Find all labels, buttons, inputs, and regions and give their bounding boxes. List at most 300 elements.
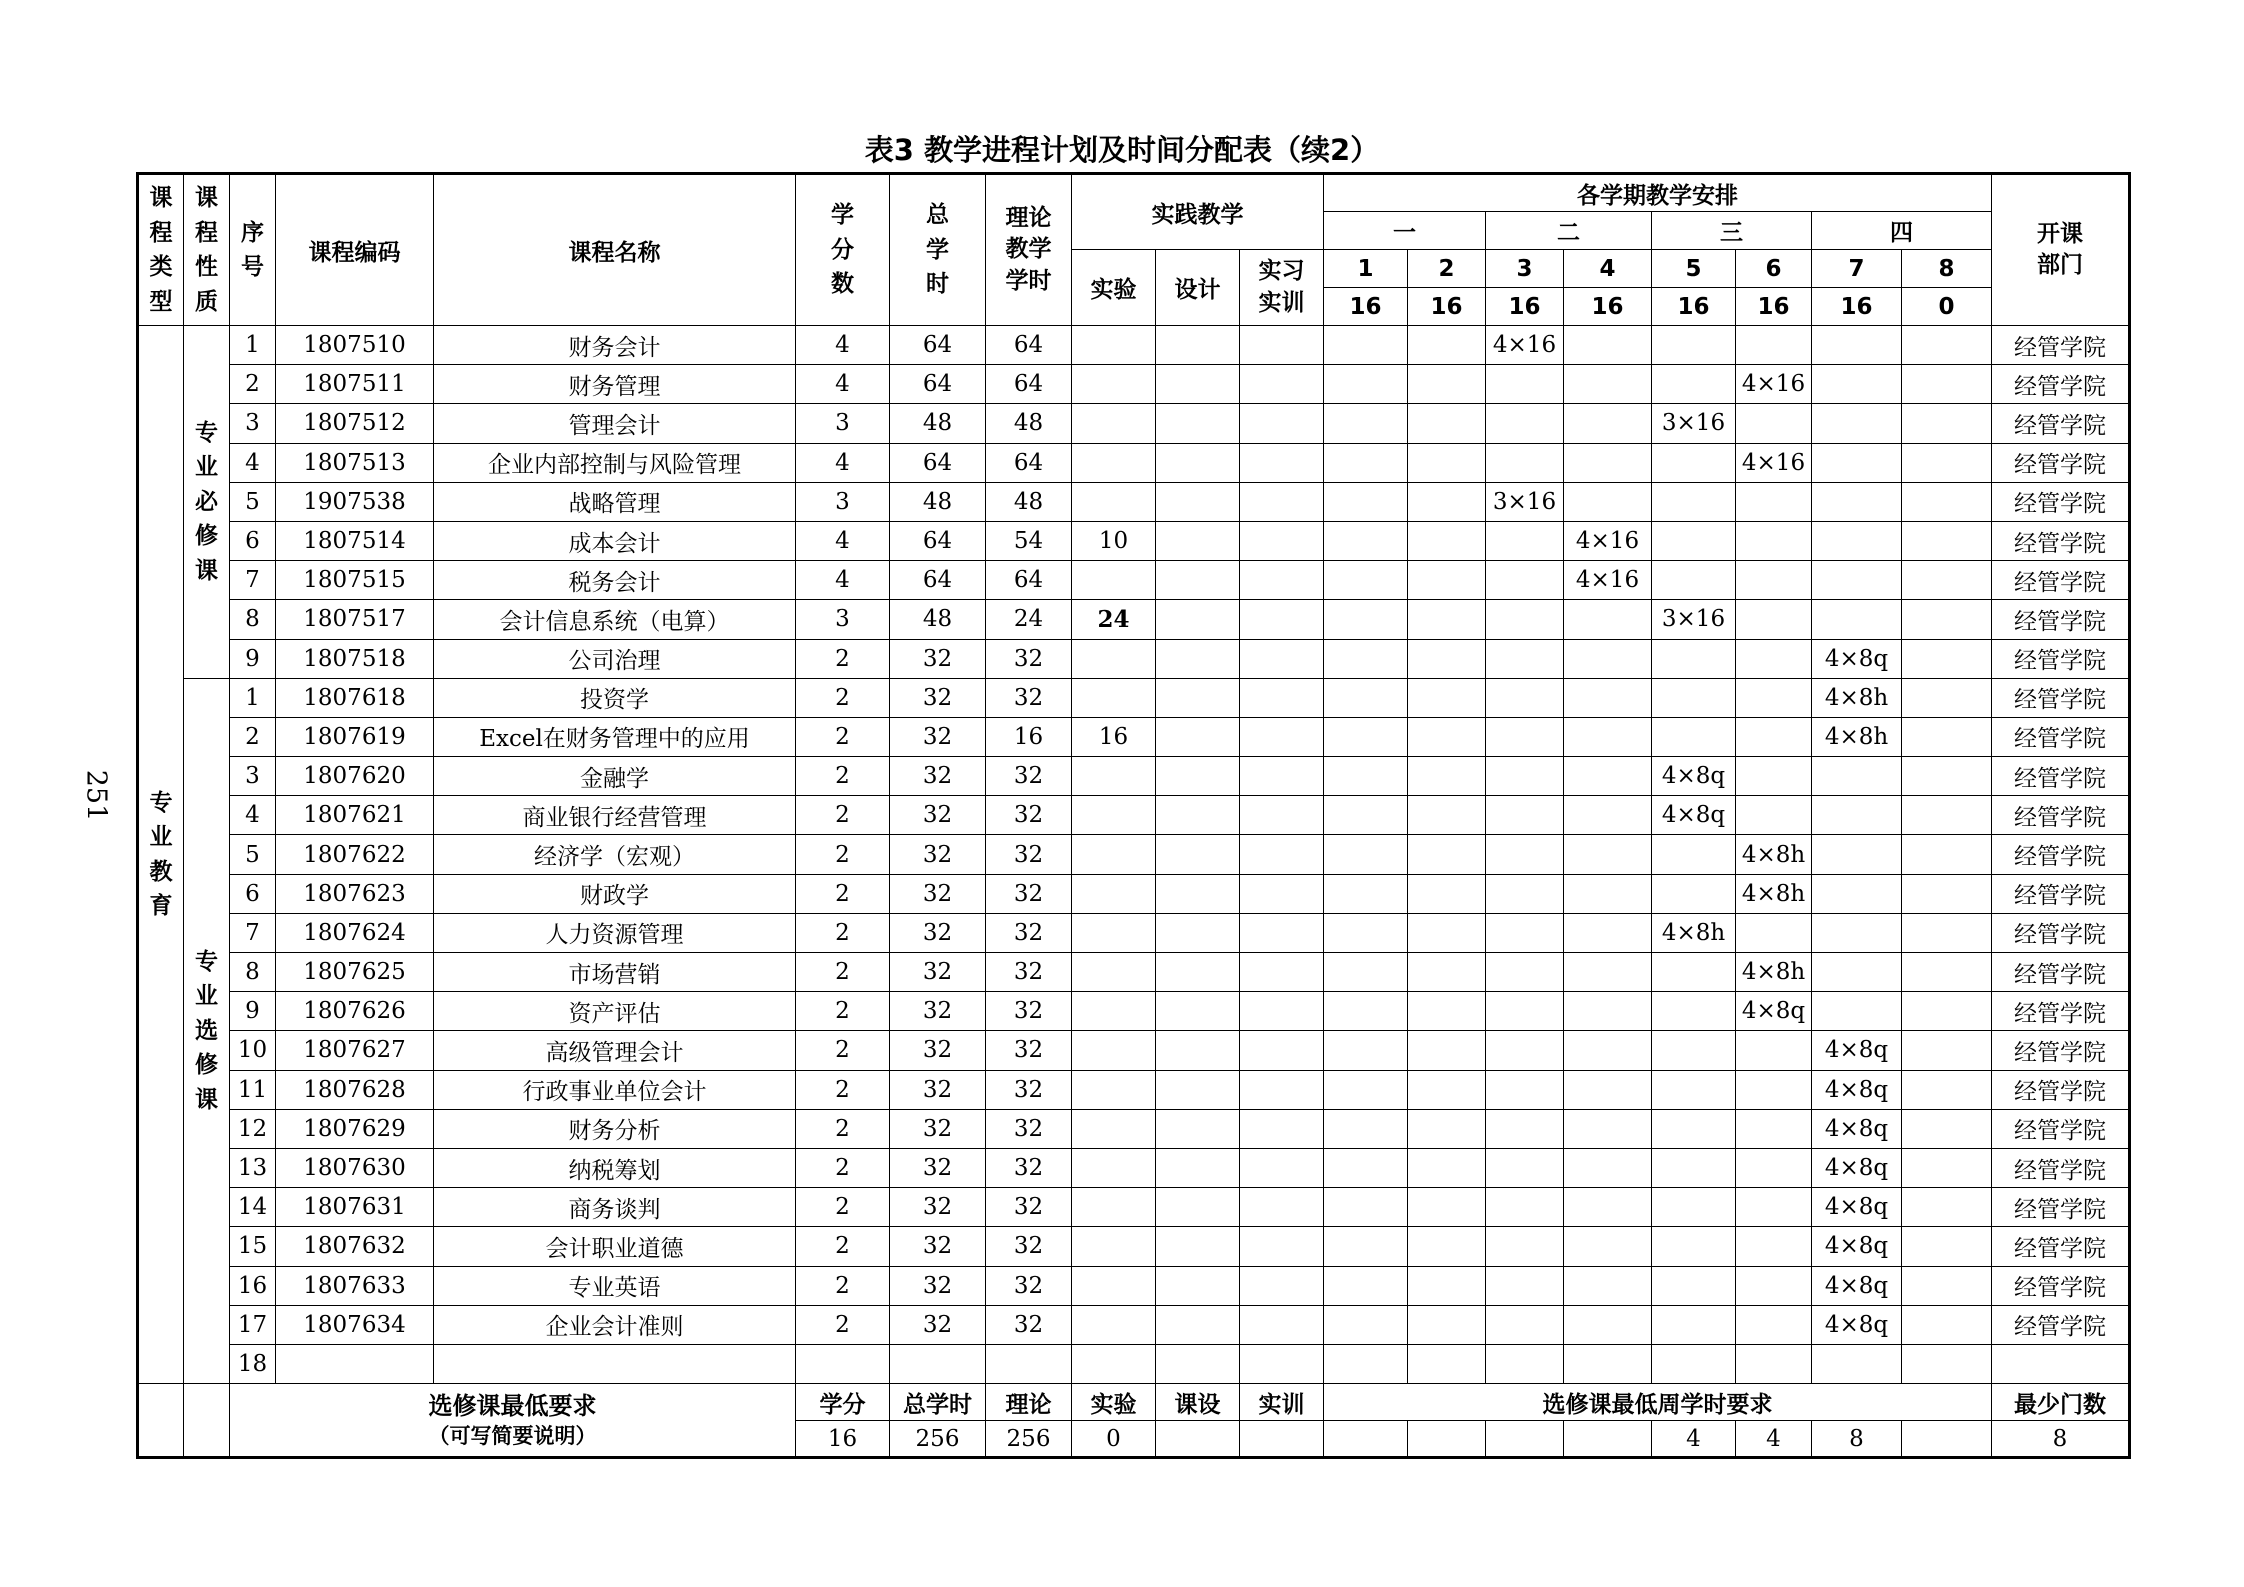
row-total-hours: 32	[890, 1188, 986, 1227]
row-semester-7: 4×8q	[1812, 1070, 1902, 1109]
row-semester-4	[1564, 1031, 1652, 1070]
row-internship	[1240, 992, 1324, 1031]
row-total-hours: 32	[890, 1031, 986, 1070]
row-semester-1	[1324, 953, 1408, 992]
row-code: 1807619	[276, 717, 434, 756]
row-semester-3	[1486, 796, 1564, 835]
row-semester-8	[1902, 796, 1992, 835]
row-seq: 7	[230, 561, 276, 600]
footer-label-credits: 学分	[796, 1384, 890, 1421]
row-semester-6: 4×8h	[1736, 953, 1812, 992]
row-internship	[1240, 1266, 1324, 1305]
row-experiment	[1072, 639, 1156, 678]
row-semester-7: 4×8q	[1812, 1031, 1902, 1070]
row-credits: 2	[796, 1305, 890, 1344]
row-experiment	[1072, 1266, 1156, 1305]
row-design	[1156, 757, 1240, 796]
row-total-hours: 32	[890, 874, 986, 913]
row-semester-5: 4×8q	[1652, 796, 1736, 835]
row-internship	[1240, 600, 1324, 639]
row-semester-7: 4×8h	[1812, 717, 1902, 756]
row-dept: 经管学院	[1992, 835, 2130, 874]
row-course-name: 资产评估	[434, 992, 796, 1031]
row-semester-3	[1486, 1148, 1564, 1187]
row-dept: 经管学院	[1992, 639, 2130, 678]
row-design	[1156, 796, 1240, 835]
row-theory-hours: 24	[986, 600, 1072, 639]
row-credits: 4	[796, 521, 890, 560]
header-name: 课程名称	[434, 174, 796, 326]
table-row	[138, 992, 2130, 1031]
row-code: 1807620	[276, 757, 434, 796]
row-credits: 2	[796, 992, 890, 1031]
row-total-hours: 32	[890, 639, 986, 678]
row-semester-3	[1486, 1031, 1564, 1070]
row-course-name: 企业内部控制与风险管理	[434, 443, 796, 482]
row-seq: 4	[230, 796, 276, 835]
row-credits: 2	[796, 757, 890, 796]
row-course-name: 财务管理	[434, 365, 796, 404]
row-semester-6: 4×16	[1736, 443, 1812, 482]
row-total-hours: 32	[890, 1148, 986, 1187]
row-semester-7	[1812, 757, 1902, 796]
row-semester-8	[1902, 404, 1992, 443]
row-design	[1156, 482, 1240, 521]
row-seq: 9	[230, 992, 276, 1031]
row-semester-3	[1486, 913, 1564, 952]
row-semester-6	[1736, 1305, 1812, 1344]
header-experiment: 实验	[1072, 250, 1156, 326]
row-theory-hours: 32	[986, 1188, 1072, 1227]
row-semester-4	[1564, 874, 1652, 913]
row-design	[1156, 717, 1240, 756]
row-semester-2	[1408, 1109, 1486, 1148]
table-row	[138, 757, 2130, 796]
row-total-hours: 32	[890, 717, 986, 756]
row-credits: 2	[796, 1227, 890, 1266]
row-semester-6: 4×16	[1736, 365, 1812, 404]
row-semester-4	[1564, 1109, 1652, 1148]
row-semester-7	[1812, 443, 1902, 482]
row-experiment	[1072, 482, 1156, 521]
row-semester-4	[1564, 404, 1652, 443]
row-design	[1156, 1227, 1240, 1266]
row-internship	[1240, 835, 1324, 874]
row-semester-6	[1736, 521, 1812, 560]
header-design: 设计	[1156, 250, 1240, 326]
row-semester-3	[1486, 1344, 1564, 1383]
footer-label-weekly: 选修课最低周学时要求	[1324, 1384, 1992, 1421]
row-semester-2	[1408, 796, 1486, 835]
row-semester-2	[1408, 1188, 1486, 1227]
row-internship	[1240, 365, 1324, 404]
row-design	[1156, 521, 1240, 560]
row-semester-3	[1486, 1266, 1564, 1305]
row-semester-8	[1902, 678, 1992, 717]
row-theory-hours: 32	[986, 1227, 1072, 1266]
row-theory-hours: 32	[986, 913, 1072, 952]
footer-label-exp: 实验	[1072, 1384, 1156, 1421]
row-dept: 经管学院	[1992, 717, 2130, 756]
row-semester-4	[1564, 1188, 1652, 1227]
row-code: 1807627	[276, 1031, 434, 1070]
row-internship	[1240, 482, 1324, 521]
row-semester-5: 3×16	[1652, 600, 1736, 639]
row-semester-8	[1902, 953, 1992, 992]
row-dept: 经管学院	[1992, 326, 2130, 365]
row-semester-7	[1812, 796, 1902, 835]
row-seq: 6	[230, 521, 276, 560]
row-dept: 经管学院	[1992, 953, 2130, 992]
table-row	[138, 1031, 2130, 1070]
header-weeks-6: 16	[1736, 288, 1812, 326]
row-semester-4	[1564, 326, 1652, 365]
row-experiment	[1072, 953, 1156, 992]
row-semester-8	[1902, 1109, 1992, 1148]
row-semester-5	[1652, 365, 1736, 404]
row-total-hours: 48	[890, 404, 986, 443]
row-dept: 经管学院	[1992, 1266, 2130, 1305]
footer-value-exp: 0	[1072, 1421, 1156, 1458]
row-semester-2	[1408, 1031, 1486, 1070]
row-code: 1807624	[276, 913, 434, 952]
course-type-cell	[138, 326, 184, 1384]
row-semester-6	[1736, 757, 1812, 796]
row-dept: 经管学院	[1992, 678, 2130, 717]
row-credits: 2	[796, 1070, 890, 1109]
row-total-hours: 32	[890, 913, 986, 952]
row-experiment	[1072, 678, 1156, 717]
header-weeks-4: 16	[1564, 288, 1652, 326]
row-semester-1	[1324, 1266, 1408, 1305]
row-theory-hours: 32	[986, 757, 1072, 796]
row-code: 1807630	[276, 1148, 434, 1187]
row-semester-1	[1324, 521, 1408, 560]
row-dept: 经管学院	[1992, 757, 2130, 796]
row-semester-8	[1902, 1227, 1992, 1266]
row-semester-4	[1564, 639, 1652, 678]
row-credits: 4	[796, 365, 890, 404]
row-semester-7: 4×8h	[1812, 678, 1902, 717]
row-semester-4	[1564, 1148, 1652, 1187]
row-design	[1156, 1344, 1240, 1383]
elective-group-label: 专业选修课	[195, 948, 218, 1113]
row-semester-5	[1652, 561, 1736, 600]
footer-value-sem-6: 4	[1736, 1421, 1812, 1458]
header-semester-1: 1	[1324, 250, 1408, 288]
row-dept: 经管学院	[1992, 365, 2130, 404]
row-seq: 18	[230, 1344, 276, 1383]
row-code: 1807632	[276, 1227, 434, 1266]
header-code: 课程编码	[276, 174, 434, 326]
footer-value-intern	[1240, 1421, 1324, 1458]
row-total-hours: 64	[890, 521, 986, 560]
row-seq: 1	[230, 326, 276, 365]
row-design	[1156, 600, 1240, 639]
row-dept	[1992, 1344, 2130, 1383]
row-internship	[1240, 1109, 1324, 1148]
row-semester-4	[1564, 757, 1652, 796]
table-row	[138, 404, 2130, 443]
row-semester-1	[1324, 326, 1408, 365]
row-credits: 2	[796, 639, 890, 678]
row-seq: 5	[230, 482, 276, 521]
row-semester-1	[1324, 1148, 1408, 1187]
row-dept: 经管学院	[1992, 443, 2130, 482]
header-practice: 实践教学	[1072, 174, 1324, 250]
header-theory-hours: 理论教学学时	[986, 174, 1072, 326]
row-total-hours: 64	[890, 443, 986, 482]
row-semester-8	[1902, 365, 1992, 404]
row-semester-2	[1408, 1227, 1486, 1266]
row-seq: 14	[230, 1188, 276, 1227]
table-row	[138, 1305, 2130, 1344]
row-dept: 经管学院	[1992, 1227, 2130, 1266]
row-theory-hours: 32	[986, 678, 1072, 717]
row-semester-4	[1564, 953, 1652, 992]
row-design	[1156, 1148, 1240, 1187]
footer-label-total: 总学时	[890, 1384, 986, 1421]
table-row	[138, 639, 2130, 678]
row-course-name: 财务分析	[434, 1109, 796, 1148]
footer-value-theory: 256	[986, 1421, 1072, 1458]
row-semester-5	[1652, 1266, 1736, 1305]
row-semester-6: 4×8h	[1736, 835, 1812, 874]
row-experiment	[1072, 1148, 1156, 1187]
row-credits: 3	[796, 482, 890, 521]
row-code: 1807512	[276, 404, 434, 443]
row-design	[1156, 1109, 1240, 1148]
row-internship	[1240, 757, 1324, 796]
row-semester-5	[1652, 874, 1736, 913]
row-semester-6	[1736, 1070, 1812, 1109]
row-theory-hours: 64	[986, 561, 1072, 600]
row-code: 1807514	[276, 521, 434, 560]
row-semester-3	[1486, 521, 1564, 560]
row-semester-1	[1324, 1109, 1408, 1148]
row-semester-8	[1902, 1148, 1992, 1187]
row-semester-1	[1324, 443, 1408, 482]
row-design	[1156, 1266, 1240, 1305]
row-code: 1807621	[276, 796, 434, 835]
row-semester-1	[1324, 796, 1408, 835]
row-design	[1156, 1031, 1240, 1070]
row-semester-2	[1408, 404, 1486, 443]
row-semester-6	[1736, 600, 1812, 639]
row-credits: 2	[796, 1266, 890, 1305]
row-semester-1	[1324, 1031, 1408, 1070]
row-total-hours: 64	[890, 561, 986, 600]
row-semester-2	[1408, 874, 1486, 913]
row-semester-2	[1408, 1266, 1486, 1305]
row-code: 1807622	[276, 835, 434, 874]
row-dept: 经管学院	[1992, 482, 2130, 521]
row-semester-7	[1812, 953, 1902, 992]
table-row	[138, 1188, 2130, 1227]
header-semester-4: 4	[1564, 250, 1652, 288]
footer-label-min-count: 最少门数	[1992, 1384, 2130, 1421]
row-semester-4	[1564, 1344, 1652, 1383]
row-experiment	[1072, 1227, 1156, 1266]
row-semester-7	[1812, 561, 1902, 600]
header-semester-2: 2	[1408, 250, 1486, 288]
row-code: 1807518	[276, 639, 434, 678]
footer-value-min-count: 8	[1992, 1421, 2130, 1458]
row-semester-4: 4×16	[1564, 561, 1652, 600]
row-internship	[1240, 1188, 1324, 1227]
required-group-label: 专业必修课	[195, 419, 218, 584]
row-experiment: 10	[1072, 521, 1156, 560]
row-semester-7: 4×8q	[1812, 639, 1902, 678]
row-semester-1	[1324, 561, 1408, 600]
table-row	[138, 1227, 2130, 1266]
row-course-name: 投资学	[434, 678, 796, 717]
row-course-name: 人力资源管理	[434, 913, 796, 952]
row-seq: 2	[230, 365, 276, 404]
row-dept: 经管学院	[1992, 913, 2130, 952]
row-semester-4	[1564, 913, 1652, 952]
required-group-cell	[184, 326, 230, 679]
row-semester-1	[1324, 1070, 1408, 1109]
row-semester-4	[1564, 443, 1652, 482]
row-seq: 13	[230, 1148, 276, 1187]
row-semester-4	[1564, 717, 1652, 756]
row-design	[1156, 913, 1240, 952]
row-experiment	[1072, 835, 1156, 874]
row-course-name	[434, 1344, 796, 1383]
row-seq: 10	[230, 1031, 276, 1070]
row-semester-3	[1486, 1227, 1564, 1266]
row-semester-3	[1486, 757, 1564, 796]
row-credits: 2	[796, 835, 890, 874]
row-theory-hours: 54	[986, 521, 1072, 560]
row-experiment	[1072, 1031, 1156, 1070]
row-semester-2	[1408, 1148, 1486, 1187]
row-credits: 4	[796, 326, 890, 365]
row-semester-6	[1736, 678, 1812, 717]
footer-value-total: 256	[890, 1421, 986, 1458]
row-semester-2	[1408, 639, 1486, 678]
row-total-hours: 32	[890, 1070, 986, 1109]
row-semester-5	[1652, 678, 1736, 717]
row-seq: 5	[230, 835, 276, 874]
footer-value-sem-3	[1486, 1421, 1564, 1458]
row-credits: 4	[796, 443, 890, 482]
table-row	[138, 521, 2130, 560]
row-semester-1	[1324, 600, 1408, 639]
row-design	[1156, 1305, 1240, 1344]
row-internship	[1240, 639, 1324, 678]
header-weeks-8: 0	[1902, 288, 1992, 326]
row-seq: 7	[230, 913, 276, 952]
row-code: 1807634	[276, 1305, 434, 1344]
footer-subtitle: （可写简要说明）	[428, 1424, 597, 1449]
row-code: 1807517	[276, 600, 434, 639]
header-semester-arrangement: 各学期教学安排	[1324, 174, 1992, 212]
row-semester-5	[1652, 1305, 1736, 1344]
header-year-3: 三	[1652, 212, 1812, 250]
row-course-name: Excel在财务管理中的应用	[434, 717, 796, 756]
row-semester-5	[1652, 1227, 1736, 1266]
row-experiment	[1072, 992, 1156, 1031]
row-code: 1807618	[276, 678, 434, 717]
row-semester-4	[1564, 835, 1652, 874]
row-semester-4	[1564, 678, 1652, 717]
table-row	[138, 717, 2130, 756]
row-semester-6: 4×8h	[1736, 874, 1812, 913]
row-semester-8	[1902, 757, 1992, 796]
row-semester-3	[1486, 1109, 1564, 1148]
row-semester-2	[1408, 1305, 1486, 1344]
row-semester-3: 4×16	[1486, 326, 1564, 365]
row-semester-7: 4×8q	[1812, 1148, 1902, 1187]
row-seq: 4	[230, 443, 276, 482]
row-semester-6	[1736, 326, 1812, 365]
teaching-plan-table	[136, 172, 2131, 1459]
row-experiment	[1072, 796, 1156, 835]
course-type-label: 专业教育	[149, 789, 173, 920]
row-experiment	[1072, 443, 1156, 482]
row-semester-3	[1486, 874, 1564, 913]
row-theory-hours: 32	[986, 1266, 1072, 1305]
header-semester-6: 6	[1736, 250, 1812, 288]
table-row	[138, 365, 2130, 404]
row-semester-5	[1652, 639, 1736, 678]
row-semester-6	[1736, 1109, 1812, 1148]
row-semester-2	[1408, 678, 1486, 717]
row-semester-5	[1652, 1188, 1736, 1227]
row-design	[1156, 953, 1240, 992]
row-code: 1807510	[276, 326, 434, 365]
row-theory-hours	[986, 1344, 1072, 1383]
row-semester-3	[1486, 1070, 1564, 1109]
row-seq: 8	[230, 953, 276, 992]
table-row	[138, 796, 2130, 835]
row-seq: 3	[230, 757, 276, 796]
row-design	[1156, 365, 1240, 404]
header-weeks-7: 16	[1812, 288, 1902, 326]
footer-value-sem-4	[1564, 1421, 1652, 1458]
row-semester-3	[1486, 365, 1564, 404]
row-semester-8	[1902, 600, 1992, 639]
header-semester-5: 5	[1652, 250, 1736, 288]
row-internship	[1240, 521, 1324, 560]
row-experiment	[1072, 757, 1156, 796]
row-semester-4	[1564, 600, 1652, 639]
row-credits: 3	[796, 404, 890, 443]
row-internship	[1240, 796, 1324, 835]
row-total-hours: 32	[890, 1266, 986, 1305]
row-semester-6	[1736, 1266, 1812, 1305]
row-credits: 2	[796, 796, 890, 835]
row-seq: 11	[230, 1070, 276, 1109]
row-semester-3	[1486, 1305, 1564, 1344]
table-row	[138, 1148, 2130, 1187]
row-total-hours: 64	[890, 365, 986, 404]
footer-value-design	[1156, 1421, 1240, 1458]
row-code	[276, 1344, 434, 1383]
row-semester-7	[1812, 874, 1902, 913]
row-total-hours: 32	[890, 835, 986, 874]
header-total-hours: 总学时	[890, 174, 986, 326]
row-semester-3	[1486, 600, 1564, 639]
row-semester-4	[1564, 1266, 1652, 1305]
row-semester-7	[1812, 326, 1902, 365]
row-semester-3	[1486, 561, 1564, 600]
row-semester-7	[1812, 365, 1902, 404]
row-semester-1	[1324, 992, 1408, 1031]
header-year-1: 一	[1324, 212, 1486, 250]
